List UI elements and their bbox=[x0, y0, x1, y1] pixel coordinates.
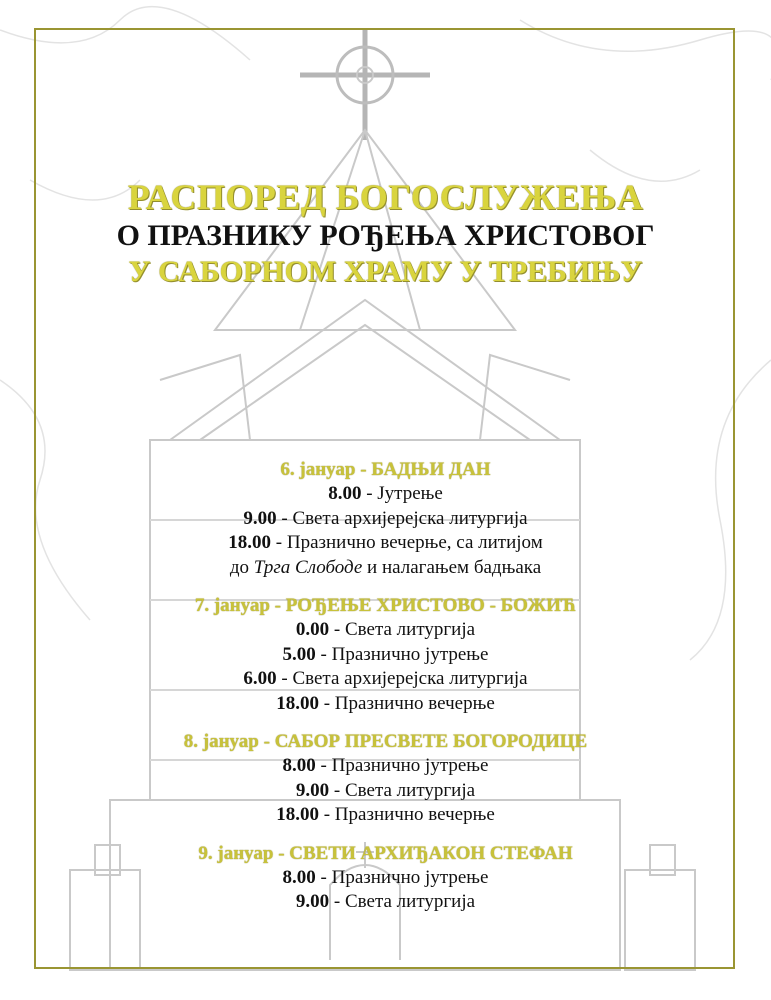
service-time: 9.00 bbox=[243, 507, 277, 529]
place-name: Трга Слободе bbox=[253, 556, 363, 578]
service-time: 0.00 bbox=[295, 619, 330, 640]
service-time: 6.00 bbox=[243, 668, 277, 689]
service-name: - Празнично вечерње bbox=[318, 692, 495, 714]
service-schedule bbox=[0, 458, 771, 929]
service-time: 9.00 bbox=[295, 891, 330, 912]
service-line bbox=[0, 803, 771, 828]
service-time: 18.00 bbox=[276, 692, 319, 714]
service-line bbox=[0, 692, 771, 717]
service-name: - Света литургија bbox=[329, 619, 476, 640]
service-time: 18.00 bbox=[276, 804, 319, 825]
service-name: - Света литургија bbox=[329, 779, 476, 801]
day-title: 6. јануар - БАДЊИ ДАН bbox=[280, 459, 491, 480]
service-time: 8.00 bbox=[328, 483, 362, 504]
day-block-jan-9 bbox=[0, 842, 771, 915]
service-name: - Света архијерејска литургија bbox=[276, 507, 528, 529]
service-time: 8.00 bbox=[282, 866, 316, 888]
service-name: - Празнично јутрење bbox=[315, 643, 489, 665]
service-name: - Света архијерејска литургија bbox=[276, 668, 528, 689]
day-block-jan-6 bbox=[0, 458, 771, 580]
day-title: 8. јануар - САБОР ПРЕСВЕТЕ БОГОРОДИЦЕ bbox=[183, 731, 588, 752]
service-line bbox=[0, 866, 771, 891]
service-name: - Празнично вечерње, са литијом bbox=[271, 532, 543, 553]
service-name: - Празнично јутрење bbox=[315, 866, 489, 888]
extra-pre: до bbox=[229, 556, 254, 578]
service-line bbox=[0, 890, 771, 915]
extra-post: и налагањем бадњака bbox=[362, 556, 542, 578]
service-name: - Света литургија bbox=[329, 891, 476, 912]
service-name: - Празнично вечерње bbox=[318, 804, 495, 825]
service-line-continued bbox=[0, 556, 771, 581]
day-title: 7. јануар - РОЂЕЊЕ ХРИСТОВО - БОЖИЋ bbox=[194, 595, 577, 616]
title-line-3: У САБОРНОМ ХРАМУ У ТРЕБИЊУ bbox=[128, 255, 643, 288]
service-line bbox=[0, 779, 771, 804]
service-line bbox=[0, 754, 771, 779]
service-line bbox=[0, 618, 771, 643]
title-line-2: О ПРАЗНИКУ РОЂЕЊА ХРИСТОВОГ bbox=[116, 219, 655, 252]
service-name: - Празнично јутрење bbox=[315, 755, 489, 776]
day-title: 9. јануар - СВЕТИ АРХИЂАКОН СТЕФАН bbox=[198, 842, 573, 864]
service-time: 5.00 bbox=[282, 643, 316, 665]
service-line bbox=[0, 507, 771, 532]
service-time: 9.00 bbox=[295, 779, 330, 801]
day-block-jan-8 bbox=[0, 730, 771, 828]
service-line bbox=[0, 667, 771, 692]
service-line bbox=[0, 531, 771, 556]
service-line bbox=[0, 482, 771, 507]
title-line-1: РАСПОРЕД БОГОСЛУЖЕЊА bbox=[127, 177, 644, 217]
day-block-jan-7 bbox=[0, 594, 771, 716]
service-time: 8.00 bbox=[282, 755, 316, 776]
service-time: 18.00 bbox=[228, 532, 272, 553]
service-line bbox=[0, 643, 771, 668]
service-name: - Јутрење bbox=[361, 483, 443, 504]
